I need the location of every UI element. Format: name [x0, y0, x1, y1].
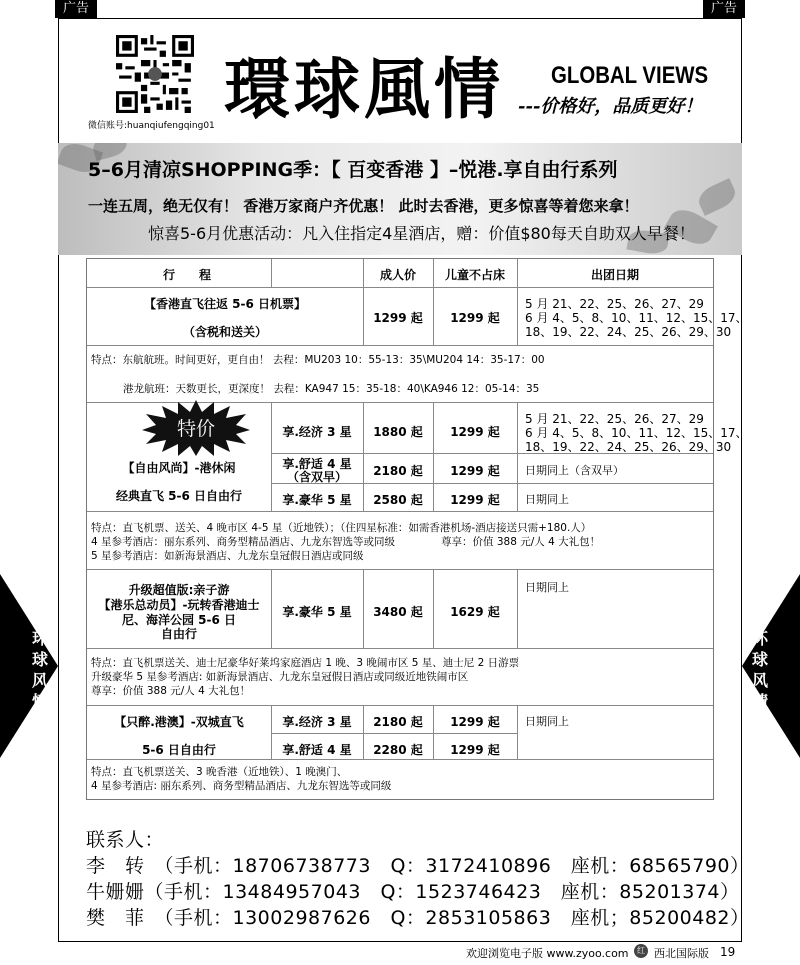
- row2-note-line: 4 星参考酒店：丽东系列、商务型精品酒店、九龙东智选等或同级: [91, 536, 396, 548]
- col-header-dates: 出团日期: [590, 268, 639, 282]
- brand-english: GLOBAL VIEWS: [551, 62, 709, 89]
- row2-star-1: 享.经济 3 星: [282, 425, 352, 439]
- row2-dates-1: 5 月 21、22、25、26、27、29: [525, 412, 704, 426]
- banner-promo: 惊喜5-6月优惠活动：凡入住指定4星酒店，赠：价值$80每天自助双人早餐！: [148, 224, 695, 243]
- footer-badge-icon: [634, 944, 648, 958]
- row3-name-3: 尼、海洋公园 5-6 日: [121, 613, 237, 627]
- row2-adult-2: 2180 起: [373, 464, 423, 478]
- brand-slogan: ---价格好，品质更好！: [518, 96, 703, 117]
- ad-label-left: 广告: [55, 0, 97, 18]
- row4-star-2: 享.舒适 4 星: [282, 743, 352, 757]
- row4-adult-1: 2180 起: [373, 715, 423, 729]
- row4-adult-2: 2280 起: [373, 743, 423, 757]
- contact-line: 樊 菲 （手机：13002987626 Q：2853105863 座机；85200482）: [86, 907, 750, 929]
- row3-note-line: 特点：直飞机票送关、迪士尼豪华好莱坞家庭酒店 1 晚、3 晚闹市区 5 星、迪士尼 2 日游票: [91, 657, 520, 669]
- row1-dates-2: 6 月 4、5、8、10、11、12、15、17、: [525, 311, 748, 325]
- col-header-adult: 成人价: [379, 268, 416, 282]
- row4-child-1: 1299 起: [450, 715, 500, 729]
- row4-name-1: 【只醉.港澳】-双城直飞: [114, 715, 244, 729]
- row1-note-line: 港龙航班：天数更长，更深度！ 去程：KA947 15：35-18：40\KA946 12：05-14：35: [123, 383, 540, 395]
- row4-note-line: 特点：直飞机票送关、3 晚香港（近地铁）、1 晚澳门、: [91, 766, 348, 778]
- banner-subtitle: 一连五周，绝无仅有！ 香港万家商户齐优惠！ 此时去香港，更多惊喜等着您来拿！: [88, 197, 639, 215]
- promo-banner: [58, 143, 742, 255]
- row3-name-4: 自由行: [160, 627, 197, 641]
- col-header-itinerary: 行 程: [162, 268, 211, 282]
- row2-star-2-note: （含双早）: [286, 470, 347, 484]
- header: [58, 18, 742, 144]
- row4-star-1: 享.经济 3 星: [282, 715, 352, 729]
- row3-note-line: 尊享：价值 388 元/人 4 大礼包！: [91, 685, 251, 697]
- row3-adult: 3480 起: [373, 605, 423, 619]
- row4-dates: 日期同上: [525, 715, 569, 728]
- row2-note-line: 5 星参考酒店：如新海景酒店、九龙东皇冠假日酒店或同级: [91, 550, 364, 562]
- col-header-child: 儿童不占床: [444, 268, 505, 282]
- page-number: 19: [720, 945, 736, 959]
- row3-name-2: 【港乐总动员】-玩转香港迪士: [98, 598, 260, 612]
- row2-dates-5star: 日期同上: [525, 493, 569, 506]
- row1-note-line: 特点：东航航班。时间更好，更自由！ 去程：MU203 10：55-13：35\MU204 14：35-17：00: [91, 354, 545, 366]
- row2-note-gift: 尊享：价值 388 元/人 4 大礼包！: [441, 536, 601, 548]
- row2-note-line: 特点：直飞机票、送关、4 晚市区 4-5 星（近地铁）；（住四星标准：如需香港机场-酒店接送只需+180.人）: [91, 522, 592, 534]
- row2-star-3: 享.豪华 5 星: [282, 493, 352, 507]
- footer-website: 欢迎浏览电子版 www.zyoo.com: [466, 947, 629, 960]
- row1-dates-3: 18、19、22、24、25、26、29、30: [525, 325, 732, 339]
- special-price-badge: 特价: [176, 418, 215, 440]
- row3-name-1: 升级超值版:亲子游: [128, 583, 230, 597]
- row2-dates-4star: 日期同上（含双早）: [525, 464, 624, 477]
- contact-line: 牛姗姗（手机：13484957043 Q：1523746423 座机：85201374）: [86, 881, 740, 903]
- itinerary-table: [86, 258, 748, 800]
- contacts-title: 联系人：: [86, 829, 165, 851]
- row1-adult: 1299 起: [373, 311, 423, 325]
- row4-name-2: 5-6 日自由行: [142, 743, 216, 757]
- row2-adult-1: 1880 起: [373, 425, 423, 439]
- banner-title: 5–6月清凉SHOPPING季：【 百变香港 】–悦港.享自由行系列: [88, 159, 618, 181]
- row2-name-2: 经典直飞 5-6 日自由行: [115, 489, 243, 503]
- row3-star: 享.豪华 5 星: [282, 605, 352, 619]
- side-label-right: 环球风情: [751, 629, 768, 711]
- row3-note-line: 升级豪华 5 星参考酒店: 如新海景酒店、九龙东皇冠假日酒店或同级近地铁闹市区: [91, 671, 469, 683]
- row1-dates-1: 5 月 21、22、25、26、27、29: [525, 297, 704, 311]
- row1-name: 【香港直飞往返 5-6 日机票】: [143, 297, 307, 311]
- row1-note: （含税和送关）: [182, 325, 267, 339]
- row4-note-line: 4 星参考酒店: 丽东系列、商务型精品酒店、九龙东智选等或同级: [91, 780, 392, 792]
- row2-dates-2: 6 月 4、5、8、10、11、12、15、17、: [525, 426, 748, 440]
- row4-child-2: 1299 起: [450, 743, 500, 757]
- brand-title: 環球風情: [224, 50, 504, 128]
- row2-name-1: 【自由风尚】-港休闲: [122, 461, 236, 475]
- row2-child-2: 1299 起: [450, 464, 500, 478]
- contact-line: 李 转 （手机：18706738773 Q：3172410896 座机：68565790）: [86, 855, 750, 877]
- row2-adult-3: 2580 起: [373, 493, 423, 507]
- row2-star-2: 享.舒适 4 星: [282, 457, 352, 471]
- wechat-caption: 微信账号:huanqiufengqing01: [88, 121, 215, 131]
- row3-dates: 日期同上: [525, 581, 569, 594]
- qr-code-icon: [116, 35, 194, 113]
- row1-child: 1299 起: [450, 311, 500, 325]
- row2-child-1: 1299 起: [450, 425, 500, 439]
- side-label-left: 环球风情: [31, 629, 48, 711]
- ad-label-right: 广告: [703, 0, 745, 18]
- row3-child: 1629 起: [450, 605, 500, 619]
- footer-edition: 西北国际版: [654, 947, 709, 960]
- footer-badge: 红: [634, 944, 648, 958]
- row2-dates-3: 18、19、22、24、25、26、29、30: [525, 440, 732, 454]
- row2-child-3: 1299 起: [450, 493, 500, 507]
